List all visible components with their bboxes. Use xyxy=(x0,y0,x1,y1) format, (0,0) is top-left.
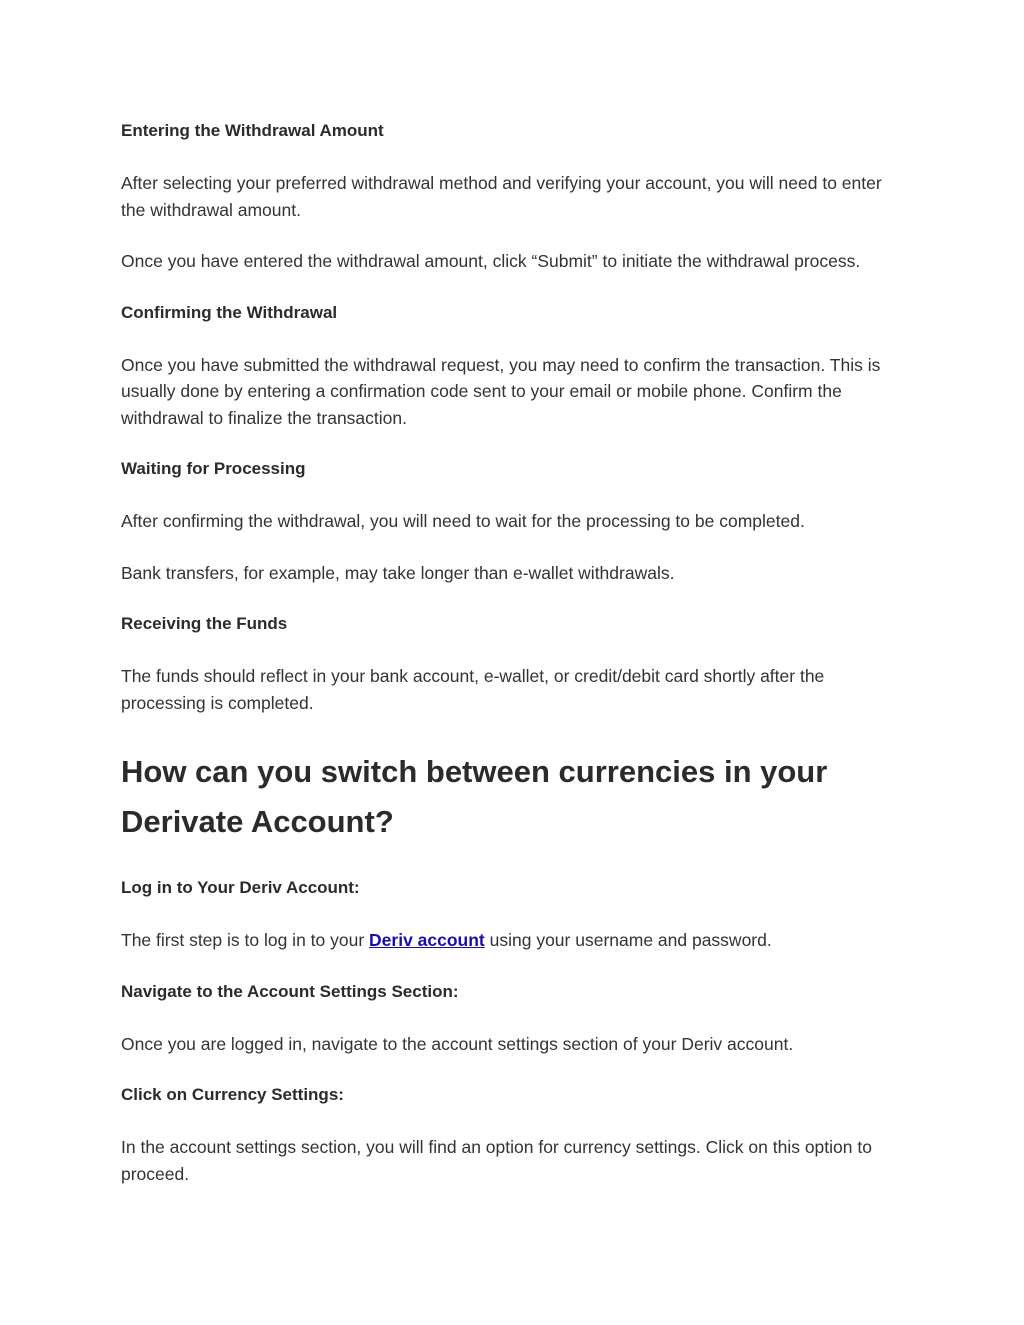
paragraph: Once you are logged in, navigate to the account settings section of your Deriv account. xyxy=(121,1033,794,1054)
step-heading-currency-settings: Click on Currency Settings: xyxy=(121,1085,344,1104)
paragraph: After confirming the withdrawal, you will need to wait for the processing to be completed. xyxy=(121,511,805,531)
step-heading-navigate: Navigate to the Account Settings Section: xyxy=(121,981,459,1001)
paragraph: After selecting your preferred withdrawal method and verifying your account, you will need to enter the withdrawal amount. xyxy=(121,173,882,220)
login-text-before: The first step is to log in to your xyxy=(121,930,370,950)
paragraph: Once you have entered the withdrawal amount, click “Submit” to initiate the withdrawal process. xyxy=(121,251,861,271)
paragraph: In the account settings section, you will find an option for currency settings. Click on this option to proceed. xyxy=(121,1137,872,1184)
document-page xyxy=(121,118,903,1212)
section-heading-withdrawal-amount: Entering the Withdrawal Amount xyxy=(121,121,384,140)
deriv-account-link[interactable]: Deriv account xyxy=(369,930,485,950)
paragraph: The funds should reflect in your bank account, e-wallet, or credit/debit card shortly after the processing is completed. xyxy=(121,666,825,713)
step-heading-login: Log in to Your Deriv Account: xyxy=(121,878,360,897)
section-heading-confirming: Confirming the Withdrawal xyxy=(121,302,338,322)
paragraph: Bank transfers, for example, may take longer than e-wallet withdrawals. xyxy=(121,562,675,583)
paragraph-login xyxy=(121,927,903,954)
section-heading-processing: Waiting for Processing xyxy=(121,459,306,478)
section-heading-receiving-funds: Receiving the Funds xyxy=(121,614,288,633)
login-text-after: using your username and password. xyxy=(484,930,772,950)
main-heading: How can you switch between currencies in your Derivate Account? xyxy=(121,754,828,839)
paragraph: Once you have submitted the withdrawal request, you may need to confirm the transaction. This is usually done by entering a confirmation code sent to your email or mobile phone. Confirm the withdrawal to finalize the transaction. xyxy=(121,354,881,428)
